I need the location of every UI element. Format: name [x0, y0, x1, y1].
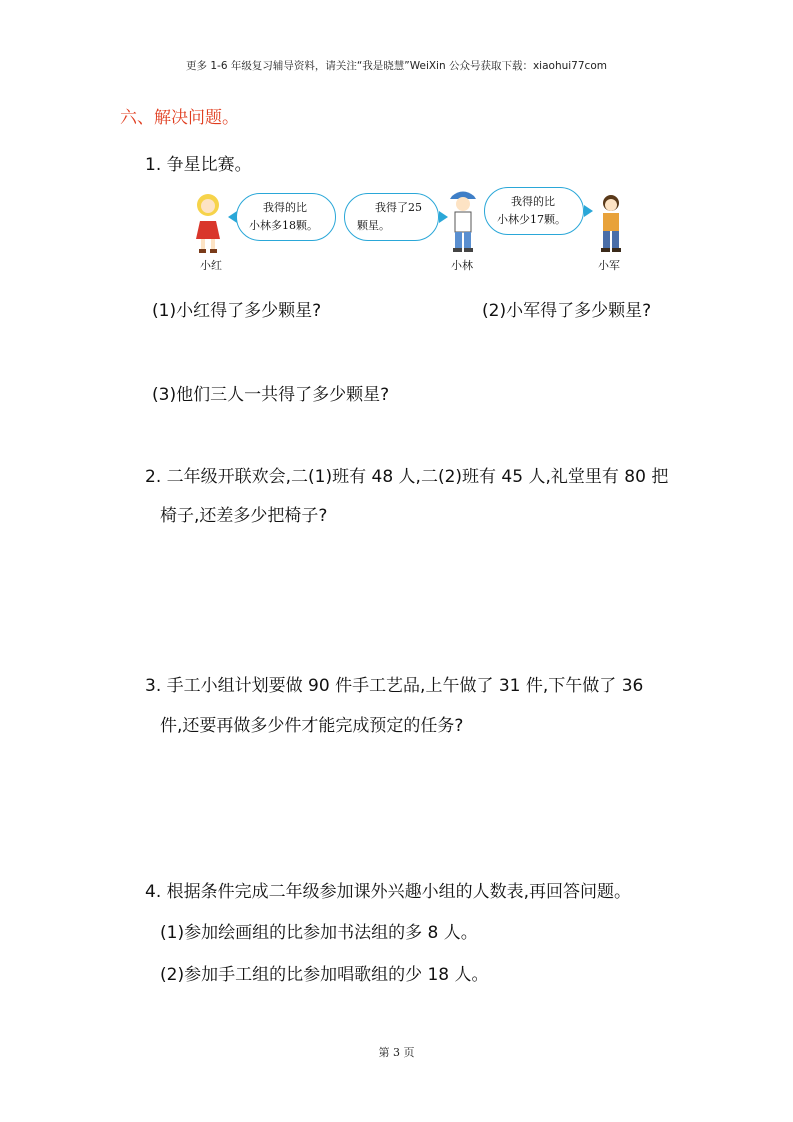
- star-contest-illustration: [180, 185, 640, 275]
- q4-condition2: (2)参加手工组的比参加唱歌组的少 18 人。: [160, 965, 489, 985]
- q1-sub1: (1)小红得了多少颗星?: [152, 301, 322, 321]
- xiaolin-bubble-line2: 颗星。: [357, 219, 390, 232]
- xiaohong-speech-bubble: [236, 193, 336, 241]
- q1-sub3: (3)他们三人一共得了多少颗星?: [152, 385, 390, 405]
- q3-line1: 3. 手工小组计划要做 90 件手工艺品,上午做了 31 件,下午做了 36: [145, 676, 644, 696]
- q3-line2: 件,还要再做多少件才能完成预定的任务?: [160, 716, 464, 736]
- page-header: 更多 1-6 年级复习辅导资料，请关注“我是晓慧”WeiXin 公众号获取下载：xiaohui77com: [186, 60, 607, 72]
- xiaojun-name: 小军: [598, 259, 620, 272]
- xiaojun-speech-bubble: [484, 187, 584, 235]
- xiaolin-name: 小林: [451, 259, 473, 272]
- xiaohong-figure: [188, 191, 228, 255]
- xiaolin-bubble-line1: 我得了25: [375, 201, 422, 214]
- xiaojun-bubble-line1: 我得的比: [511, 195, 555, 208]
- xiaolin-figure: [445, 187, 481, 255]
- section-title: 六、解决问题。: [120, 108, 239, 128]
- q4-condition1: (1)参加绘画组的比参加书法组的多 8 人。: [160, 923, 478, 943]
- q2-line2: 椅子,还差多少把椅子?: [160, 506, 328, 526]
- page-number: 第 3 页: [378, 1046, 415, 1059]
- xiaohong-bubble-line1: 我得的比: [263, 201, 307, 214]
- q1-title: 1. 争星比赛。: [145, 155, 252, 175]
- xiaojun-figure: [594, 193, 628, 255]
- xiaohong-bubble-line2: 小林多18颗。: [249, 219, 318, 232]
- xiaolin-speech-bubble: [344, 193, 439, 241]
- xiaohong-bubble-tail: [228, 211, 237, 223]
- q2-line1: 2. 二年级开联欢会,二(1)班有 48 人,二(2)班有 45 人,礼堂里有 80 把: [145, 467, 669, 487]
- xiaojun-bubble-tail: [584, 205, 593, 217]
- q1-sub2: (2)小军得了多少颗星?: [482, 301, 652, 321]
- xiaohong-name: 小红: [200, 259, 222, 272]
- xiaojun-bubble-line2: 小林少17颗。: [497, 213, 566, 226]
- q4-line1: 4. 根据条件完成二年级参加课外兴趣小组的人数表,再回答问题。: [145, 882, 632, 902]
